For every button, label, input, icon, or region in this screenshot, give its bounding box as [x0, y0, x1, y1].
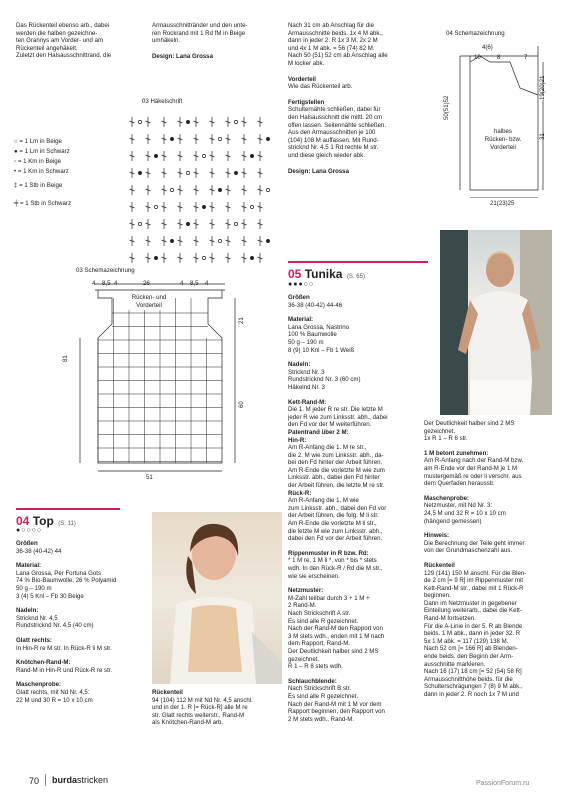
text-line: wie sie erscheinen.: [288, 572, 340, 580]
text-line: Nach Strickschrift A str.: [288, 609, 351, 617]
instruction-section: [16, 637, 134, 652]
section-heading: Nadeln:: [288, 361, 311, 369]
tunika-title: 05 Tunika (S. 65): [288, 267, 365, 281]
tunika-instructions: [288, 294, 428, 723]
text-line: ende beids. den Beginn der Arm-: [424, 653, 514, 661]
text-line: Am R-Anfang die 1. M re str.,: [288, 444, 367, 452]
section-heading: Rückenteil: [152, 689, 183, 696]
schema-04-bottom: 21(23)25: [490, 200, 515, 207]
section-heading: Rückenteil: [424, 561, 455, 569]
text-line: 94 (104) 112 M mit Nd Nr. 4,5 anschl.: [152, 696, 253, 704]
tunika-photo: [440, 230, 552, 415]
text-line: 36-38 (40-42) 44: [16, 547, 62, 555]
schema-04-label: 04 Schemazeichnung: [446, 30, 505, 37]
design-credit: Design: Lana Grossa: [152, 52, 213, 60]
text-line: jeder R wie zum Linksstr. abh., dabei: [288, 413, 388, 421]
text-line: Kett-Rand-M str., dabei mit 1 Rück-R: [424, 584, 524, 592]
text-line: Am R-Ende die vorletzte M wie zum: [288, 466, 385, 474]
section-heading: Netzmuster:: [288, 587, 324, 595]
chain-symbol: [234, 222, 237, 225]
schema-04-diagram: [440, 40, 550, 198]
text-line: der Arbeit führen, die letzte M re str.: [288, 482, 385, 490]
schema-04-h1: 50(51)52: [443, 95, 450, 120]
instruction-section: [288, 294, 428, 309]
model-illustration: [440, 230, 552, 415]
text-line: dabei den Fd vor der Arbeit führen.: [288, 535, 383, 543]
text-line: 24,5 M und 32 R = 10 x 10 cm: [424, 509, 506, 517]
km-beige-symbol: ◦: [14, 158, 18, 165]
text-line: als Knötchen-Rand-M arb.: [152, 719, 224, 727]
text-line: Netzmuster, mit Nd Nr. 3:: [424, 502, 493, 510]
section-heading: Größen: [16, 540, 38, 547]
chain-symbol: [266, 239, 269, 242]
chain-symbol: [154, 205, 157, 208]
text-line: Rapport beginnen, den Rapport von: [288, 708, 385, 716]
text-line: 22 M und 30 R = 10 x 10 cm: [16, 696, 93, 704]
text-line: 8 (9) 10 Knl – Fb 1 Weiß: [288, 346, 355, 354]
instruction-section: [16, 659, 134, 674]
col1-top-text: Das Rückenteil ebenso arb., dabei werden die halben gezeichne- ten Grannys am Vorder- und am Rückenteil angehäkelt. Zuletzt den Halsausschnittrand, die: [16, 22, 112, 60]
text-line: gezeichnet.: [288, 655, 320, 663]
text-line: dem Rapport, Rand-M.: [288, 640, 350, 648]
chain-symbol: [138, 120, 141, 123]
chain-symbol: [138, 222, 141, 225]
text-line: 50 g – 190 m: [288, 338, 324, 346]
text-line: Lana Grossa, Per Fortuna Gots: [16, 569, 102, 577]
top-title: 04 Top (S. 11): [16, 514, 76, 528]
col3-top-text: Nach 31 cm ab Anschlag für die Armausschnitte beids. 1x 4 M abk., dann in jeder 2. R 1x 3 M, 2x 2 M und 4x 1 M abk. = 56 (74) 82 M. Nach 50 (51) 52 cm ab Anschlag alle M locker abk. Vorderteil Wie das Rückenteil arb. Fertigstellen Schulternähte schließen, dabei für den Halsausschnitt die mittl. 20 cm offen lassen. Seitennähte schließen. Aus den Armausschnitten je 100 (104) 108 M auffassen. Mit Rund- stricknd Nr. 4,5 1 Rd rechte M str. und diese gleich wieder abk. Design: Lana Grossa: [288, 22, 428, 175]
schema-04-w1: 4(6): [482, 44, 493, 51]
top-photo: [152, 512, 282, 684]
stb-beige-symbol: ‡: [14, 182, 20, 189]
text-line: Stricknd Nr. 3: [288, 368, 325, 376]
section-heading: Glatt rechts:: [16, 636, 52, 644]
text-line: * 1 M re, 1 M li *, von * bis * stets: [288, 557, 377, 565]
section-heading: Patentrand über 2 M:: [288, 428, 349, 436]
text-line: 2 M stets wdh., Rand-M.: [288, 715, 355, 723]
text-line: 2 Rand-M.: [288, 602, 317, 610]
instruction-section: [288, 550, 428, 580]
schema-03-r2: 60: [238, 401, 245, 408]
chain-symbol: [218, 137, 221, 140]
text-line: 3 (4) 5 Knl – Fb 30 Beige: [16, 592, 84, 600]
section-heading: Material:: [288, 316, 314, 324]
chain-symbol: [154, 154, 157, 157]
section-heading: Maschenprobe:: [16, 681, 62, 689]
instruction-section: [16, 540, 134, 555]
instruction-section: [424, 450, 556, 488]
text-line: ausschnitte markieren.: [424, 660, 486, 668]
instruction-section: [424, 495, 556, 525]
vorderteil-heading: Vorderteil: [288, 75, 316, 83]
watermark: PassionForum.ru: [476, 780, 530, 787]
haekelschrift-label: 03 Häkelschrift: [142, 98, 183, 105]
text-line: Dann im Netzmuster in gegebener: [424, 599, 517, 607]
text-line: mustergemäß re oder li verschr. aus: [424, 472, 522, 480]
lm-schwarz-symbol: ●: [14, 148, 20, 155]
tunika-instructions-cont: [424, 420, 556, 699]
schema-03-top-5: 4: [180, 280, 184, 287]
text-line: R 1 – R 8 stets wdh.: [288, 663, 343, 671]
stb-schwarz-symbol: ╪: [14, 200, 21, 207]
chain-symbol: [170, 188, 173, 191]
text-line: Rundstricknd Nr. 3 (60 cm): [288, 376, 361, 384]
page-number: 70: [29, 776, 40, 786]
text-line: In Hin-R re M str. In Rück-R li M str.: [16, 644, 112, 652]
schema-03-top-1: 4: [92, 280, 96, 287]
chain-symbol: [234, 171, 237, 174]
instruction-section: [288, 429, 428, 437]
text-line: str. Glatt rechts weiterstr., Rand-M: [152, 711, 245, 719]
text-line: Schulterschrägungen 7 (8) 9 M abk.,: [424, 683, 523, 691]
chain-symbol: [250, 205, 253, 208]
text-line: bei den Fd hinter der Arbeit führen.: [288, 459, 383, 467]
chain-symbol: [266, 188, 269, 191]
text-line: am R-Ende vor der Rand-M je 1 M: [424, 464, 518, 472]
tunika-difficulty: ●●●○○: [288, 281, 315, 288]
text-line: Nach 52 cm [= 166 R] ab Blenden-: [424, 645, 518, 653]
text-line: Einteilung weiterarb., dabei die Kett-: [424, 607, 522, 615]
top-rule: [16, 508, 120, 510]
rueckenteil-top: [152, 689, 284, 727]
text-line: beids. 1 M abk., dann in jeder 32. R: [424, 630, 521, 638]
top-instructions: [16, 540, 134, 704]
instruction-section: [16, 681, 134, 704]
text-line: der Arbeit führen, die folg. M li str.: [288, 512, 379, 520]
text-line: 50 g – 190 m: [16, 584, 52, 592]
brand-logo: burdastricken: [52, 775, 109, 785]
section-heading: 1 M betont zunehmen:: [424, 449, 489, 457]
chain-symbol: [170, 137, 173, 140]
text-line: die 2. M wie zum Linksstr. abh., da-: [288, 451, 384, 459]
text-line: 74 % Bio-Baumwolle, 26 % Polyamid: [16, 577, 117, 585]
schema-03-r1: 21: [238, 317, 245, 324]
text-line: Häkelnd Nr. 3: [288, 383, 325, 391]
schema-03-top-2: 8,5: [102, 280, 111, 287]
chain-symbol: [154, 256, 157, 259]
text-line: gezeichnet.: [424, 427, 456, 435]
chain-symbol: [234, 120, 237, 123]
text-line: die letzte M wie zum Linksstr. abh.,: [288, 527, 383, 535]
col2-top-text: Armausschnittränder und den unte- ren Rockrand mit 1 Rd fM in Beige umhäkeln. Design: Lana Grossa: [152, 22, 282, 60]
text-line: und in der 1. R [= Rück-R] alle M re: [152, 704, 248, 712]
text-line: Glatt rechts, mit Nd Nr. 4,5:: [16, 688, 90, 696]
instruction-section: [288, 361, 428, 391]
chain-symbol: [170, 239, 173, 242]
text-line: dann in jeder 2. R noch 1x 7 M und: [424, 691, 519, 698]
instruction-section: [152, 689, 284, 727]
schema-04-w2: 10: [474, 54, 481, 61]
chain-symbol: [186, 120, 189, 123]
text-line: Nach 16 (17) 18 cm [= 52 (54) 58 R]: [424, 668, 522, 676]
km-schwarz-symbol: •: [14, 168, 18, 175]
footer-divider: [45, 774, 46, 786]
schema-04-h2: 19(20)21: [539, 75, 546, 100]
chain-symbol: [218, 188, 221, 191]
text-line: 5x 1 M abk. = 117 (129) 138 M.: [424, 637, 509, 645]
section-heading: Hin-R:: [288, 436, 307, 444]
text-line: 100 % Baumwolle: [288, 331, 337, 339]
design-credit-2: Design: Lana Grossa: [288, 167, 349, 175]
section-heading: Hinweis:: [424, 532, 450, 540]
text-line: Stricknd Nr. 4,5: [16, 614, 58, 622]
text-line: Der Deutlichkeit halber sind 2 MS: [288, 647, 379, 655]
section-heading: Rippenmuster in R bzw. Rd:: [288, 549, 369, 557]
instruction-section: [288, 678, 428, 724]
text-line: 36-38 (40-42) 44-46: [288, 301, 343, 309]
schema-03-top-7: 4: [205, 280, 209, 287]
fertig-heading: Fertigstellen: [288, 98, 325, 106]
text-line: (hängend gemessen): [424, 517, 482, 525]
chain-symbol: [266, 137, 269, 140]
instruction-section: [424, 562, 556, 699]
text-line: Am R-Ende die vorletzte M li str.,: [288, 520, 377, 528]
text-line: Die Berechnung der Teile geht immer: [424, 539, 525, 547]
instruction-section: [288, 316, 428, 354]
text-line: zum Linksstr. abh., dabei den Fd vor: [288, 504, 387, 512]
section-heading: Rück-R:: [288, 489, 312, 497]
schema-03-left: 81: [62, 355, 69, 362]
text-line: Nach Strickschrift B str.: [288, 685, 351, 693]
text-line: dem Querfaden herausstr.: [424, 480, 495, 488]
text-line: de 2 cm [= 9 R] im Rippenmuster mit: [424, 577, 524, 585]
instruction-section: [288, 437, 428, 490]
top-model-illustration: [152, 512, 282, 684]
schema-03-top-6: 8,5: [190, 280, 199, 287]
text-line: 129 (141) 150 M anschl. Für die Blen-: [424, 569, 527, 577]
schema-04-w4: 7: [524, 54, 528, 61]
instruction-section: [288, 399, 428, 429]
top-difficulty: ●○○○○: [16, 527, 43, 534]
instruction-section: [288, 490, 428, 543]
schema-04-w3: 8: [497, 54, 501, 61]
text-line: von der Grundmaschenzahl aus.: [424, 547, 513, 555]
tunika-rule: [288, 261, 428, 263]
text-line: 3 M stets wdh., enden mit 1 M nach: [288, 632, 385, 640]
chain-symbol: [186, 222, 189, 225]
section-heading: Schlauchblende:: [288, 677, 337, 685]
text-line: Die 1. M jeder R re str. Die letzte M: [288, 406, 383, 414]
instruction-section: [16, 607, 134, 630]
chain-symbol: [138, 171, 141, 174]
text-line: wdh. In den Rück-R / Rd die M str.,: [288, 565, 383, 572]
chain-symbol: [250, 256, 253, 259]
text-line: den Fd vor der M weiterführen.: [288, 421, 372, 429]
text-line: Rand-M fortsetzen.: [424, 615, 476, 623]
text-line: Es sind alle R gezeichnet.: [288, 617, 359, 625]
chain-symbol: [218, 239, 221, 242]
haekelschrift-chart: [122, 112, 282, 280]
chain-symbol: [202, 256, 205, 259]
section-heading: Nadeln:: [16, 607, 39, 615]
schema-03-bottom: 51: [146, 474, 153, 481]
text-line: 1x R 1 – R 6 str.: [424, 435, 468, 443]
text-line: M-Zahl teilbar durch 3 + 1 M +: [288, 594, 370, 602]
chain-symbol: [202, 154, 205, 157]
text-line: Armausschnitthöhe beids. für die: [424, 675, 513, 683]
schema-03-top-3: 4: [114, 280, 118, 287]
lm-beige-symbol: ○: [14, 138, 20, 145]
text-line: Es sind alle R gezeichnet.: [288, 692, 359, 700]
schema-03-part-label: Rücken- und Vorderteil: [124, 294, 174, 310]
text-line: Nach der Rand-M mit 1 M vor dem: [288, 700, 382, 708]
schema-04-label-text: halbes Rücken- bzw. Vorderteil: [484, 128, 522, 151]
instruction-section: [424, 420, 556, 443]
chain-symbol: [250, 154, 253, 157]
text-line: Rand-M in Hin-R und Rück-R re str.: [16, 666, 113, 674]
text-line: Am R-Anfang nach der Rand-M bzw.: [424, 457, 524, 465]
schema-03-top-4: 26: [143, 280, 150, 287]
text-line: Nach der Rand-M den Rapport von: [288, 625, 383, 633]
text-line: Für die A-Linie in der 5. R ab Blende: [424, 622, 523, 630]
instruction-section: [16, 562, 134, 600]
schema-04-h3: 31: [539, 133, 546, 140]
text-line: Am R-Anfang die 1. M wie: [288, 497, 359, 505]
text-line: beginnen.: [424, 592, 451, 600]
text-line: Linksstr. abh., dabei den Fd hinter: [288, 474, 380, 482]
section-heading: Material:: [16, 562, 42, 570]
section-heading: Größen: [288, 294, 310, 301]
chain-symbol: [202, 205, 205, 208]
schema-03-label: 03 Schemazeichnung: [76, 267, 135, 274]
instruction-section: [288, 587, 428, 671]
chain-symbol: [186, 171, 189, 174]
text-line: Der Deutlichkeit halber sind 2 MS: [424, 420, 515, 427]
text-line: Lana Grossa, Nastrino: [288, 323, 349, 331]
instruction-section: [424, 532, 556, 555]
section-heading: Knötchen-Rand-M:: [16, 659, 71, 667]
text-line: Rundstricknd Nr. 4,5 (40 cm): [16, 622, 94, 630]
section-heading: Maschenprobe:: [424, 494, 470, 502]
section-heading: Kett-Rand-M:: [288, 398, 327, 406]
